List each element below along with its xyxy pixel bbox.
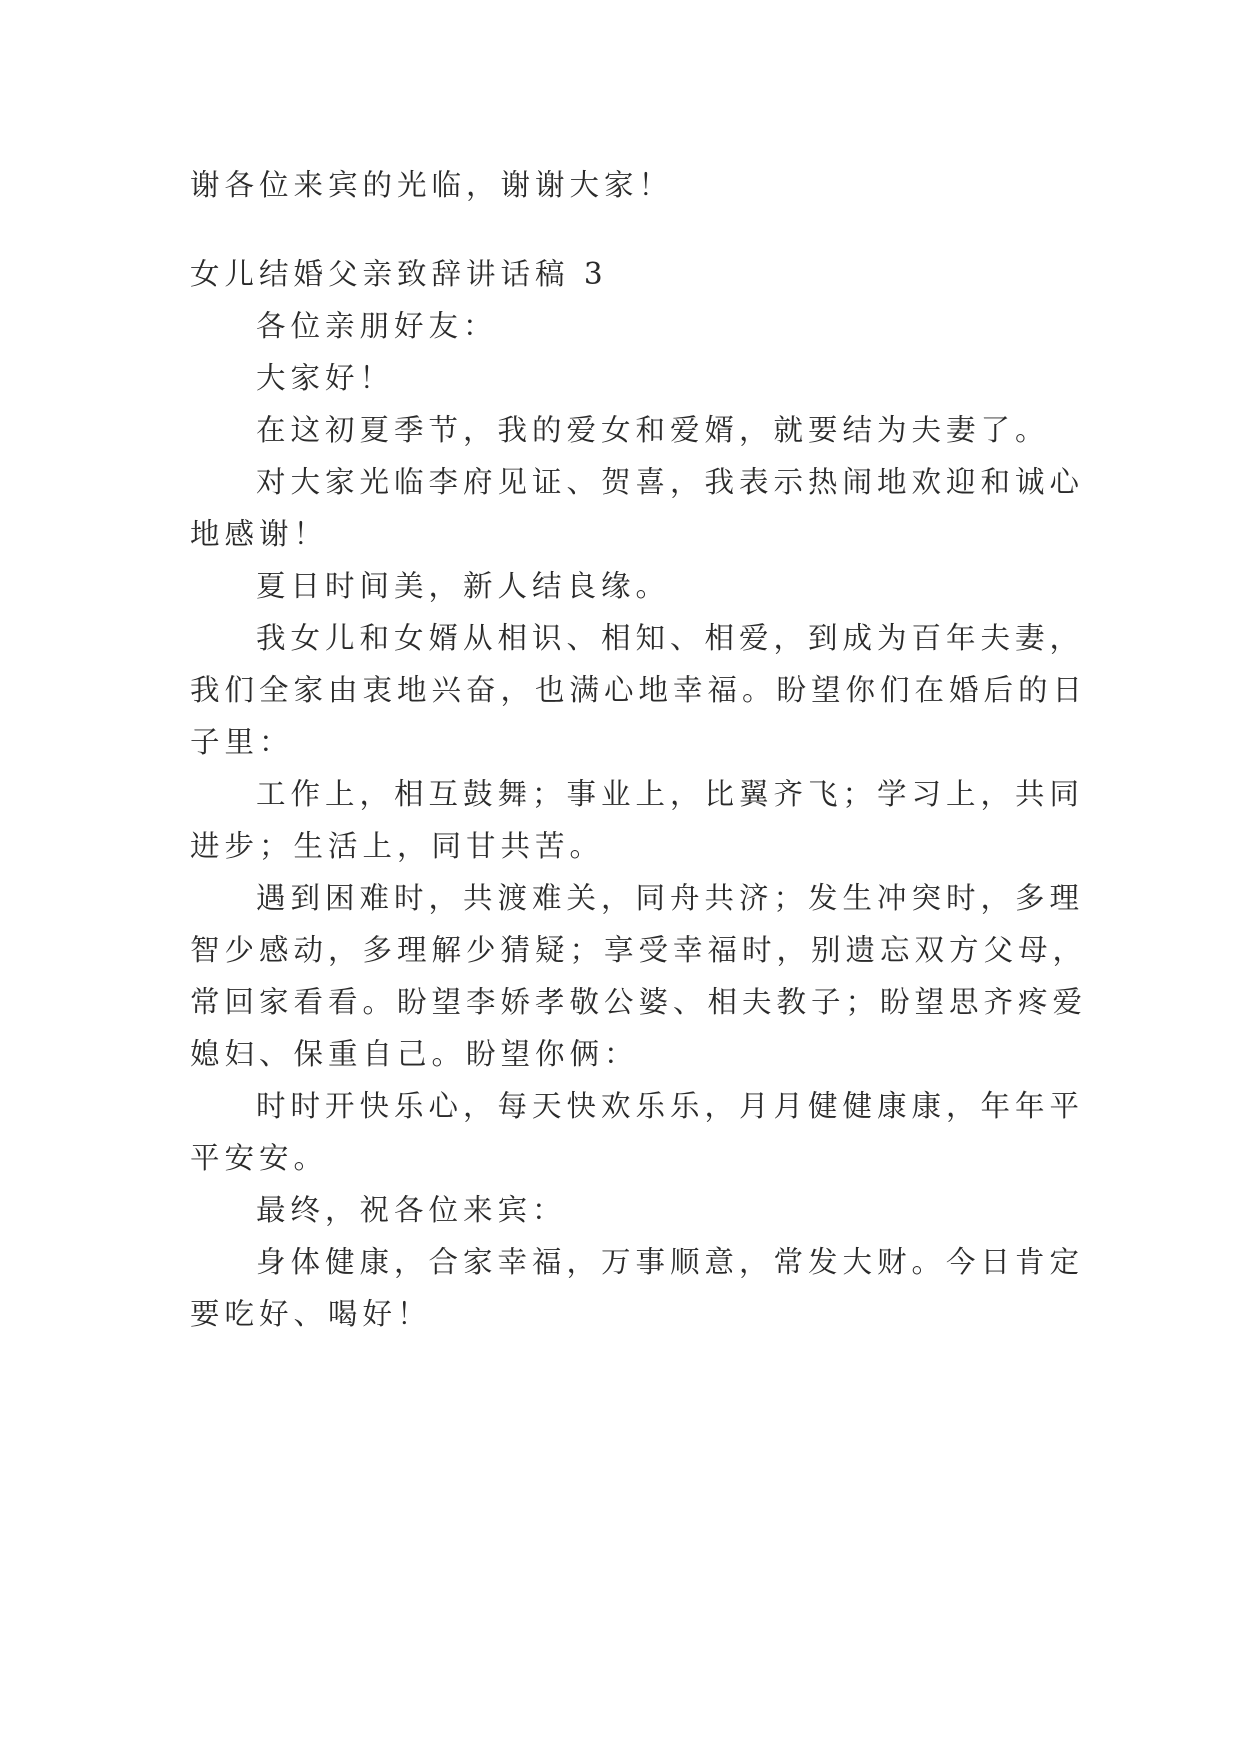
document-title: 女儿结婚父亲致辞讲话稿 3 xyxy=(190,257,608,291)
paragraph-line: 时时开快乐心，每天快欢乐乐，月月健健康康，年年平 xyxy=(256,1089,1085,1123)
paragraph-line: 工作上，相互鼓舞；事业上，比翼齐飞；学习上，共同 xyxy=(256,777,1085,811)
paragraph-line: 身体健康，合家幸福，万事顺意，常发大财。今日肯定 xyxy=(256,1245,1085,1279)
paragraph-line: 进步；生活上，同甘共苦。 xyxy=(190,829,605,863)
paragraph-line: 最终，祝各位来宾： xyxy=(256,1193,567,1227)
paragraph-line: 我们全家由衷地兴奋，也满心地幸福。盼望你们在婚后的日 xyxy=(190,673,1088,707)
paragraph-line: 在这初夏季节，我的爱女和爱婿，就要结为夫妻了。 xyxy=(256,413,1050,447)
salutation: 各位亲朋好友： xyxy=(256,309,498,343)
paragraph-line: 夏日时间美，新人结良缘。 xyxy=(256,569,671,603)
paragraph-line: 媳妇、保重自己。盼望你俩： xyxy=(190,1037,639,1071)
paragraph-line: 遇到困难时，共渡难关，同舟共济；发生冲突时，多理 xyxy=(256,881,1085,915)
paragraph-line: 平安安。 xyxy=(190,1141,329,1175)
paragraph-line: 智少感动，多理解少猜疑；享受幸福时，别遗忘双方父母， xyxy=(190,933,1088,967)
paragraph-line: 常回家看看。盼望李娇孝敬公婆、相夫教子；盼望思齐疼爱 xyxy=(190,985,1088,1019)
greeting: 大家好！ xyxy=(256,361,395,395)
paragraph-line: 子里： xyxy=(190,725,294,759)
paragraph-line: 地感谢！ xyxy=(190,517,329,551)
paragraph-line: 要吃好、喝好！ xyxy=(190,1297,432,1331)
paragraph-line: 对大家光临李府见证、贺喜，我表示热闹地欢迎和诚心 xyxy=(256,465,1085,499)
continuation-line: 谢各位来宾的光临，谢谢大家！ xyxy=(190,168,674,202)
paragraph-line: 我女儿和女婿从相识、相知、相爱，到成为百年夫妻， xyxy=(256,621,1085,655)
